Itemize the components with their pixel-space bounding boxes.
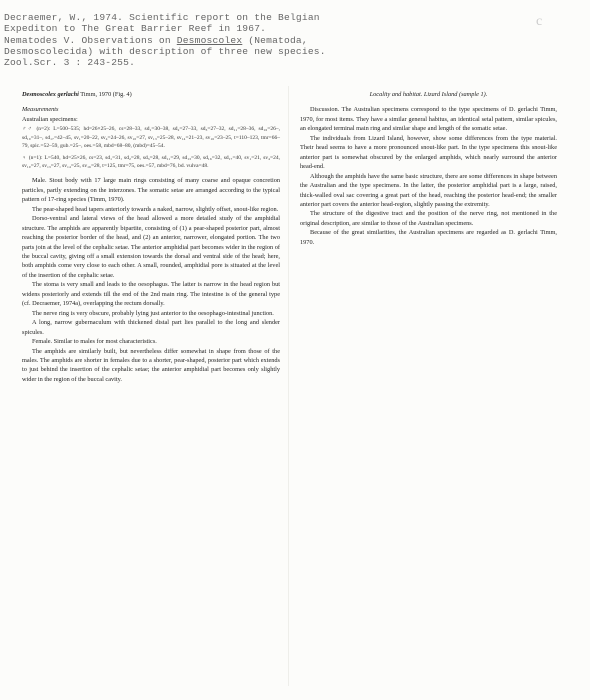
corner-mark: c [536,14,543,29]
paragraph-male: Male. Stout body with 17 large main rings consisting of many coarse and opaque concretion particles, partly extending on the interzones. The somatic setae are arranged according to the typical pattern of 17-ring species (Timm, 1970). [22,177,280,204]
paragraph-female: Female. Similar to males for most characteristics. [32,338,157,346]
citation-line-5: Zool.Scr. 3 : 243-255. [4,57,136,69]
paragraph-gubernaculum: A long, narrow gubernaculum with thickened distal part lies parallel to the long and slender spicules. [22,319,280,336]
citation-line-3-tail: (Nematoda, [242,34,308,46]
female-measurements: ♀ (n=1): L=540, hd=25×26, cs=23, sd₁=31, sd₂=28, sd₃=28, sd₁₁=29, sd₁₃=30, sd₁₆=32, sd₁₇=40, sv₁=21, sv₄=24, sv₁₀=27, sv₁₃=27, sv₁₄=25, sv₁₆=28, t=125, tmr=75, oes.=57, mbd=76, bd. vulva=48. [22,154,280,170]
paragraph-amphids: Dorso-ventral and lateral views of the head allowed a more detailed study of the amphidial structure. The amphids are apparently bipartite, consisting of (1) a pear-shaped posterior part, almost reaching the posterior border of the head, and (2) an anterior, narrower, elongated portion. The two parts join at the level of the cephalic setae. The anterior amphidial part becomes wider in the region of the buccal cavity, giving off a small extension towards the dorsal and ventral side of the head; here, both amphids come very close to each other. A small, rounded, amphidial pore is situated at the level of the insertion of the cephalic setae. [22,215,280,279]
citation-line-2: Expediton to The Great Barrier Reef in 1967. [4,23,267,35]
species-author: Timm, 1970 (Fig. 4) [78,91,132,98]
paragraph-conclusion: Because of the great similarities, the Australian specimens are regarded as D. gerlachi Timm, 1970. [300,229,557,246]
paragraph-amphid-shape: Although the amphids have the same basic structure, there are some differences in shape between the Australian and the type specimens. In the latter, the posterior amphidial part is a large, raised, thick-walled oval sac covering a great part of the head, reaching the posterior head-end; the smaller anterior part covers the anterior head-region, slightly passing the extremity. [300,172,557,208]
locality-habitat: Locality and habitat. Lizard Island (sample 1). [369,91,488,98]
paragraph-discussion: Discussion. The Australian specimens correspond to the type specimens of D. gerlachi Timm, 1970, for most items. They have a similar general habitus, an identical setal pattern, similar spicules, an elongated terminal main ring and similar shape and length of the somatic setae. [300,106,557,133]
specimens-label: Australian specimens: [22,115,78,123]
paragraph-stoma: The stoma is very small and leads to the oesophagus. The latter is narrow in the head region but widens posteriorly and extends till the end of the 2nd main ring. The intestine is of the general type (cf. Decraemer, 1974a), overlapping the rectum dorsally. [22,281,280,308]
reference-citation [4,12,474,68]
paragraph-differences: The individuals from Lizard Island, however, show some differences from the type material. Their head seems to have a more pronounced snout-like part. In the type specimens this snout-like anterior part is somewhat obscured by the enlarged amphids, which nearly surround the anterior head-end. [300,134,557,171]
citation-line-4: Desmoscolecida) with description of three new species. [4,45,326,57]
left-column [22,90,280,384]
citation-line-3-text: Nematodes V. Observations on [4,34,177,46]
right-column [300,90,557,247]
citation-genus-underlined: Desmoscolex [176,34,243,46]
male-measurements: ♂♂ (n=2): L=500–535; hd=26×25–26, cs=28–33, sd₁=30–38, sd₂=27–33, sd₃=27–32, sd₁₁=28–36, sd₁₆=26–, sd₁₉=31–, sd₁₇=42–45, sv₁=20–22, sv₄=24–26, sv₁₀=27, sv₁₃=25–28, sv₁₄=21–23, sv₁₆=23–25, t=110–123, tmr=66–79, spic.=52–59, gub.=25–, oes.=58, mbd=68–80, (mbd)=45–54. [22,126,280,149]
citation-line-1: Decraemer, W., 1974. Scientific report on the Belgian [4,12,320,23]
measurements-heading: Measurements [22,106,59,114]
paragraph-head: The pear-shaped head tapers anteriorly towards a naked, narrow, slightly offset, snout-like region. [32,205,279,213]
citation-line-3 [4,35,474,46]
page-fold-divider [288,86,289,686]
paragraph-digestive-tract: The structure of the digestive tract and the position of the nerve ring, not mentioned in the original description, are similar to those of the Australian specimens. [300,210,557,227]
species-title [22,90,280,99]
species-name: Desmoscolex gerlachi [22,91,79,98]
paragraph-nerve-ring: The nerve ring is very obscure, probably lying just anterior to the oesophago-intestinal junction. [32,309,274,317]
paragraph-female-amphids: The amphids are similarly built, but nevertheless differ somewhat in shape from those of the males. The amphids are shorter in females due to a shorter, pear-shaped, posterior part which extends to just behind the insertion of the cephalic setae; the anterior amphidial part becomes only slightly wider in the region of the buccal cavity. [22,347,280,383]
